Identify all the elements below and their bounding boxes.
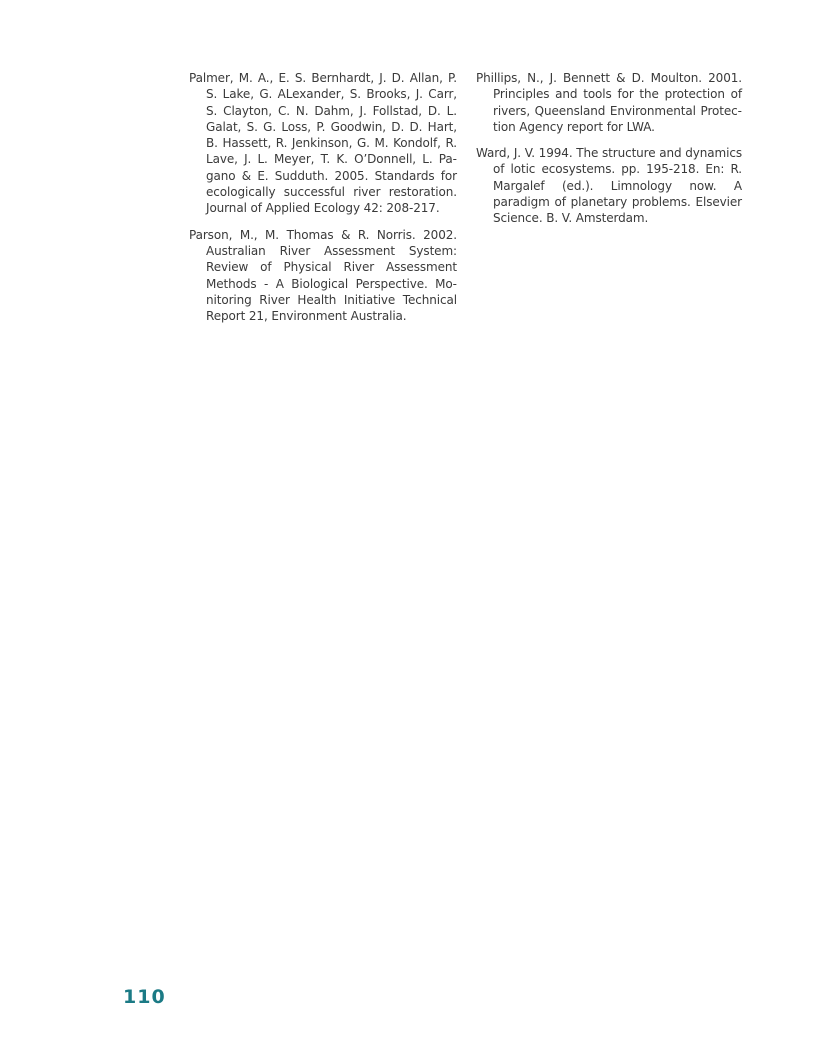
references-left-column [189,70,457,334]
reference-phillips-2001: Phillips, N., J. Bennett & D. Moulton. 2001. Principles and tools for the protection of rivers, Queensland Environmental Protection Agency report for LWA. [476,71,742,134]
references-right-column [476,70,742,237]
reference-palmer-2005: Palmer, M. A., E. S. Bernhardt, J. D. Allan, P. S. Lake, G. ALexander, S. Brooks, J. Carr, S. Clayton, C. N. Dahm, J. Follstad, D. L. Galat, S. G. Loss, P. Goodwin, D. D. Hart, B. Hassett, R. Jenkinson, G. M. Kondolf, R. Lave, J. L. Meyer, T. K. O’Donnell, L. Pagano & E. Sudduth. 2005. Standards for ecologically successful river restoration. Journal of Applied Ecology 42: 208-217. [189,71,457,216]
page-number: 110 [123,986,166,1008]
reference-parson-2002: Parson, M., M. Thomas & R. Norris. 2002. Australian River Assessment System: Review of Physical River Assessment Methods - A Biological Perspective. Monitoring River Health Initiative Technical Report 21, Environment Australia. [189,227,457,324]
reference-ward-1994: Ward, J. V. 1994. The structure and dynamics of lotic ecosystems. pp. 195-218. En: R. Margalef (ed.). Limnology now. A paradigm of planetary problems. Elsevier Science. B. V. Amsterdam. [476,146,742,226]
